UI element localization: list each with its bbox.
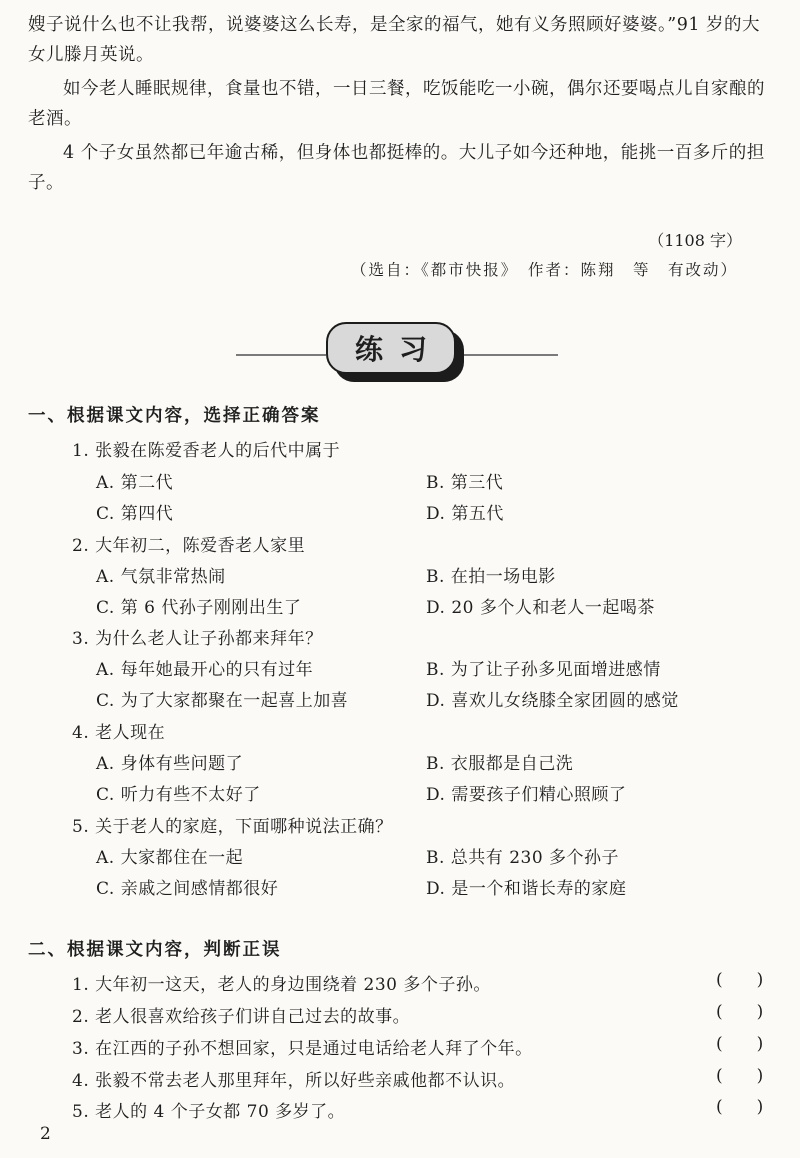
q5-option-c: C. 亲戚之间感情都很好: [96, 879, 279, 899]
answer-blank-4[interactable]: [716, 1066, 763, 1086]
tf-item-4: 4. 张毅不常去老人那里拜年，所以好些亲戚他都不认识。: [72, 1071, 516, 1091]
q3-option-d: D. 喜欢儿女绕膝全家团圆的感觉: [426, 691, 679, 711]
answer-blank-2[interactable]: [716, 1002, 763, 1022]
q2-option-b: B. 在拍一场电影: [426, 567, 556, 587]
q4-option-c: C. 听力有些不太好了: [96, 785, 261, 805]
paren-close: ): [756, 1034, 764, 1054]
paren-open: (: [716, 1097, 723, 1117]
question-3: 3. 为什么老人让子孙都来拜年？: [72, 629, 323, 649]
q4-option-b: B. 衣服都是自己洗: [426, 754, 574, 774]
banner-rule-right: [462, 354, 558, 356]
answer-blank-5[interactable]: [716, 1097, 763, 1117]
q2-option-c: C. 第 6 代孙子刚刚出生了: [96, 598, 302, 618]
paren-open: (: [716, 1066, 723, 1086]
paren-open: (: [716, 1002, 723, 1022]
question-5: 5. 关于老人的家庭，下面哪种说法正确？: [72, 817, 393, 837]
paren-open: (: [716, 970, 723, 990]
q1-option-b: B. 第三代: [426, 473, 504, 493]
question-1: 1. 张毅在陈爱香老人的后代中属于: [72, 441, 341, 461]
article-paragraph-1: 嫂子说什么也不让我帮，说婆婆这么长寿，是全家的福气，她有义务照顾好婆婆。”91 岁的大女儿滕月英说。: [28, 15, 761, 65]
tf-item-3: 3. 在江西的子孙不想回家，只是通过电话给老人拜了个年。: [72, 1039, 533, 1059]
paren-open: (: [716, 1034, 723, 1054]
page-number: 2: [40, 1124, 51, 1144]
tf-item-1: 1. 大年初一这天，老人的身边围绕着 230 多个子孙。: [72, 975, 491, 995]
paren-close: ): [756, 1097, 764, 1117]
q2-option-a: A. 气氛非常热闹: [96, 567, 226, 587]
q2-option-d: D. 20 多个人和老人一起喝茶: [426, 598, 655, 618]
q5-option-b: B. 总共有 230 多个孙子: [426, 848, 620, 868]
word-count: （1108 字）: [648, 231, 742, 250]
tf-item-2: 2. 老人很喜欢给孩子们讲自己过去的故事。: [72, 1007, 411, 1027]
answer-blank-3[interactable]: [716, 1034, 763, 1054]
section1-title: 一、根据课文内容，选择正确答案: [28, 406, 321, 426]
paren-close: ): [756, 1002, 764, 1022]
q4-option-d: D. 需要孩子们精心照顾了: [426, 785, 627, 805]
exercise-banner: 练习: [326, 322, 456, 374]
q1-option-c: C. 第四代: [96, 504, 174, 524]
article-paragraph-2: 如今老人睡眠规律，食量也不错，一日三餐，吃饭能吃一小碗，偶尔还要喝点儿自家酿的老酒。: [28, 79, 765, 129]
q3-option-c: C. 为了大家都聚在一起喜上加喜: [96, 691, 349, 711]
q1-option-a: A. 第二代: [96, 473, 174, 493]
answer-blank-1[interactable]: [716, 970, 763, 990]
question-2: 2. 大年初二，陈爱香老人家里: [72, 536, 306, 556]
q5-option-a: A. 大家都住在一起: [96, 848, 244, 868]
exercise-banner-section: [0, 310, 800, 390]
paren-close: ): [756, 970, 764, 990]
q1-option-d: D. 第五代: [426, 504, 504, 524]
q3-option-a: A. 每年她最开心的只有过年: [96, 660, 314, 680]
q5-option-d: D. 是一个和谐长寿的家庭: [426, 879, 627, 899]
tf-item-5: 5. 老人的 4 个子女都 70 多岁了。: [72, 1102, 346, 1122]
paren-close: ): [756, 1066, 764, 1086]
q3-option-b: B. 为了让子孙多见面增进感情: [426, 660, 661, 680]
article-paragraph-3: 4 个子女虽然都已年逾古稀，但身体也都挺棒的。大儿子如今还种地，能挑一百多斤的担子。: [28, 143, 765, 193]
q4-option-a: A. 身体有些问题了: [96, 754, 244, 774]
banner-rule-left: [236, 354, 326, 356]
article-source: （选自：《都市快报》 作者：陈翔 等 有改动）: [350, 261, 738, 279]
section2-title: 二、根据课文内容，判断正误: [28, 940, 282, 960]
question-4: 4. 老人现在: [72, 723, 166, 743]
